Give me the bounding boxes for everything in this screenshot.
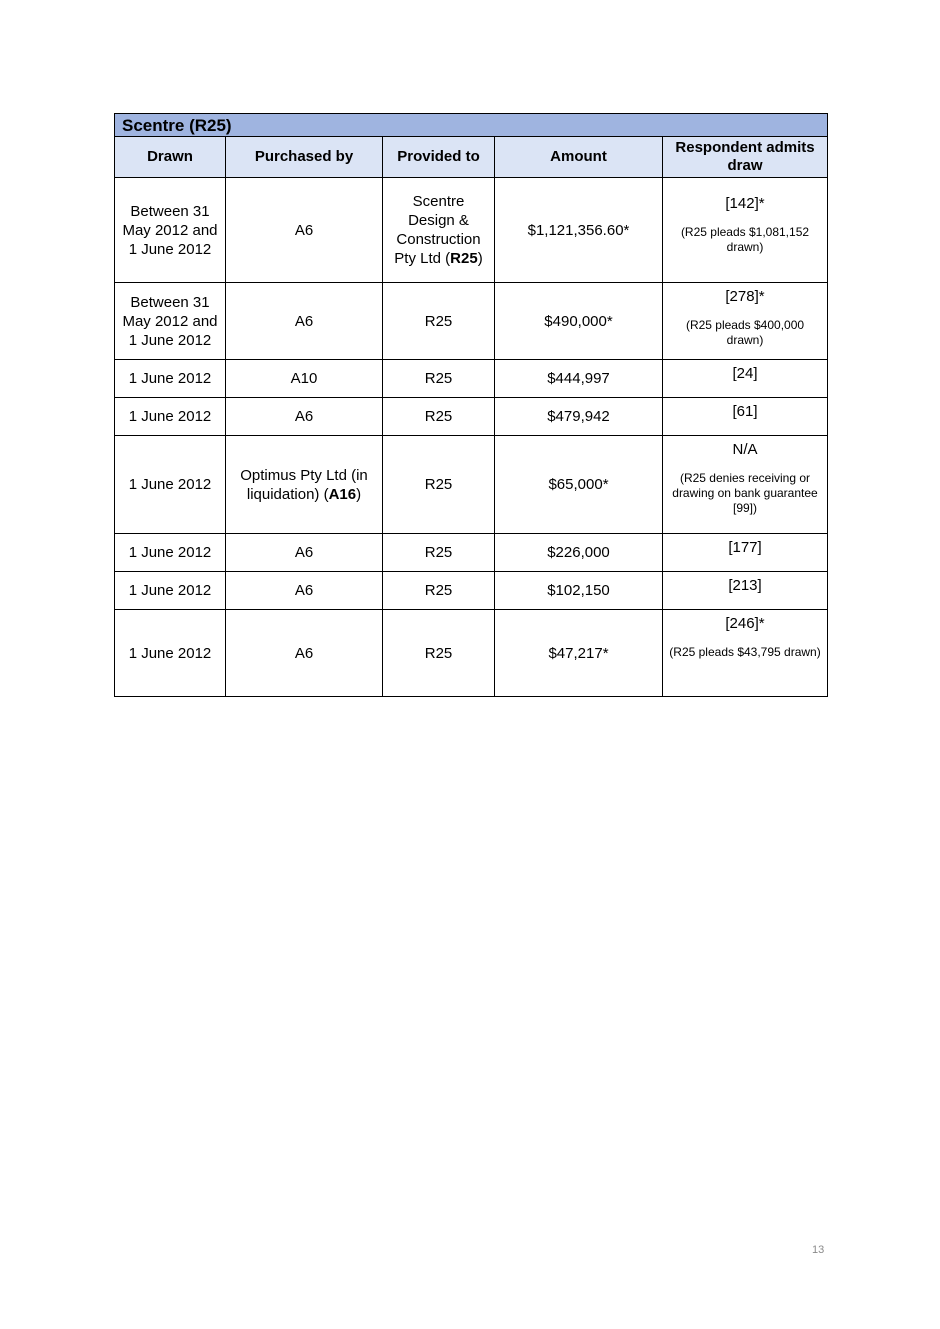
header-purchased-by: Purchased by	[226, 137, 383, 178]
table-row	[115, 360, 828, 398]
cell-drawn: 1 June 2012	[115, 360, 226, 398]
cell-amount: $226,000	[495, 534, 663, 572]
cell-amount: $1,121,356.60*	[495, 178, 663, 283]
table-header-row	[115, 137, 828, 178]
cell-provided-to: R25	[383, 398, 495, 436]
cell-provided-to	[383, 178, 495, 283]
cell-provided-to: R25	[383, 360, 495, 398]
table-row	[115, 610, 828, 697]
cell-drawn: 1 June 2012	[115, 572, 226, 610]
admit-note: (R25 pleads $1,081,152 drawn)	[680, 225, 810, 254]
cell-provided-to: R25	[383, 283, 495, 360]
admit-reference: [246]*	[725, 615, 765, 632]
table-row	[115, 398, 828, 436]
cell-amount: $444,997	[495, 360, 663, 398]
cell-drawn: 1 June 2012	[115, 398, 226, 436]
cell-amount: $479,942	[495, 398, 663, 436]
provided-to-suffix: )	[477, 250, 483, 267]
header-provided-to: Provided to	[383, 137, 495, 178]
cell-admits	[663, 436, 828, 534]
admit-reference: [142]*	[725, 195, 765, 212]
admit-reference: N/A	[732, 441, 758, 458]
cell-admits	[663, 283, 828, 360]
cell-purchased-by: A6	[226, 283, 383, 360]
cell-purchased-by: A10	[226, 360, 383, 398]
header-admits: Respondent admits draw	[663, 137, 828, 178]
admit-reference: [213]	[728, 577, 762, 594]
cell-admits	[663, 610, 828, 697]
cell-drawn: 1 June 2012	[115, 610, 226, 697]
table-row	[115, 436, 828, 534]
admit-note: (R25 pleads $400,000 drawn)	[685, 318, 805, 347]
admit-reference: [61]	[732, 403, 758, 420]
cell-purchased-by: A6	[226, 572, 383, 610]
provided-to-code: R25	[450, 250, 478, 267]
provided-to-text: Scentre Design & Construction Pty Ltd (	[394, 193, 481, 267]
purchased-by-suffix: )	[356, 485, 362, 503]
cell-amount: $65,000*	[495, 436, 663, 534]
cell-purchased-by: A6	[226, 178, 383, 283]
cell-admits	[663, 398, 828, 436]
cell-purchased-by: A6	[226, 534, 383, 572]
purchased-by-text: Optimus Pty Ltd (in liquidation) (	[240, 466, 368, 503]
table-row	[115, 534, 828, 572]
header-amount: Amount	[495, 137, 663, 178]
cell-purchased-by: A6	[226, 398, 383, 436]
cell-admits	[663, 178, 828, 283]
cell-drawn: Between 31 May 2012 and 1 June 2012	[115, 178, 226, 283]
cell-provided-to: R25	[383, 572, 495, 610]
table-row	[115, 178, 828, 283]
table-title-row	[115, 114, 828, 137]
cell-provided-to: R25	[383, 436, 495, 534]
cell-drawn: Between 31 May 2012 and 1 June 2012	[115, 283, 226, 360]
cell-admits	[663, 534, 828, 572]
admit-reference: [278]*	[725, 288, 765, 305]
cell-purchased-by	[226, 436, 383, 534]
cell-provided-to: R25	[383, 610, 495, 697]
cell-purchased-by: A6	[226, 610, 383, 697]
admit-reference: [24]	[732, 365, 758, 382]
admit-reference: [177]	[728, 539, 762, 556]
cell-amount: $490,000*	[495, 283, 663, 360]
scentre-table	[114, 113, 828, 697]
cell-drawn: 1 June 2012	[115, 436, 226, 534]
admit-note: (R25 denies receiving or drawing on bank guarantee [99])	[672, 471, 818, 515]
cell-admits	[663, 360, 828, 398]
purchased-by-code: A16	[328, 485, 357, 503]
table-row	[115, 572, 828, 610]
header-drawn: Drawn	[115, 137, 226, 178]
cell-drawn: 1 June 2012	[115, 534, 226, 572]
cell-amount: $102,150	[495, 572, 663, 610]
cell-amount: $47,217*	[495, 610, 663, 697]
admit-note: (R25 pleads $43,795 drawn)	[669, 645, 821, 659]
table-row	[115, 283, 828, 360]
cell-provided-to: R25	[383, 534, 495, 572]
table-title: Scentre (R25)	[115, 114, 828, 137]
cell-admits	[663, 572, 828, 610]
page-number: 13	[812, 1244, 825, 1256]
